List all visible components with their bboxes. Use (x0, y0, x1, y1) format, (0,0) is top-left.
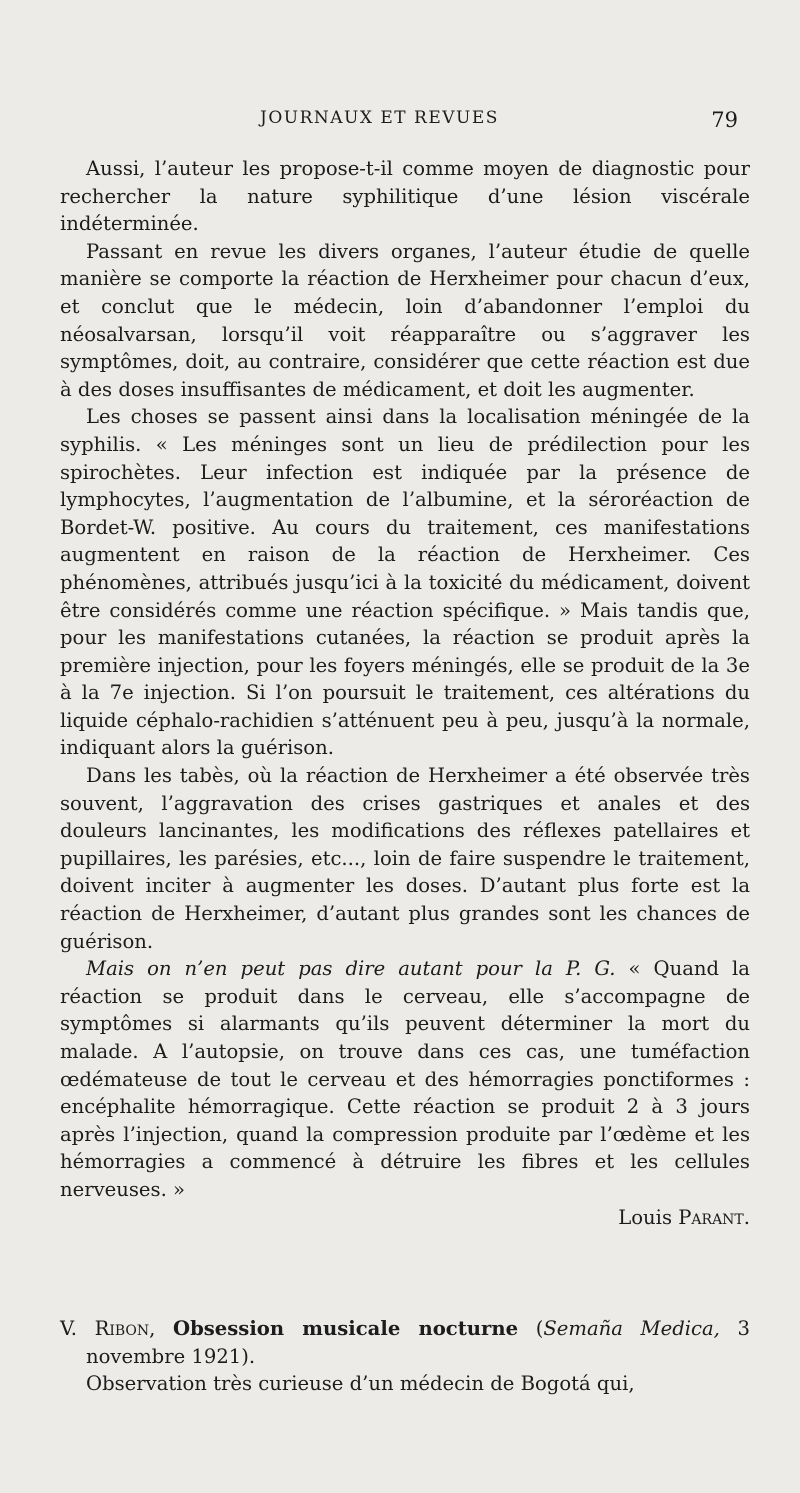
paragraph-4: Dans les tabès, où la réaction de Herxheimer a été observée très souvent, l’aggravation des crises gastriques et anales et des douleurs lancinantes, les modifications des réflexes patellaires et pupillaires, les parésies, etc..., loin de faire suspendre le traitement, doivent inciter à augmenter les doses. D’autant plus forte est la réaction de Herxheimer, d’autant plus grandes sont les chances de guérison. (60, 764, 750, 953)
review-entry (60, 1315, 750, 1398)
paragraph-3: Les choses se passent ainsi dans la localisation méningée de la syphilis. « Les méninges sont un lieu de prédilection pour les spirochètes. Leur infection est indiquée par la présence de lymphocytes, l’augmentation de l’albumine, et la séroréaction de Bordet-W. positive. Au cours du traitement, ces manifestations augmentent en raison de la réaction de Herxheimer. Ces phénomènes, attribués jusqu’ici à la toxicité du médicament, doivent être considérés comme une réaction spécifique. » Mais tandis que, pour les manifestations cutanées, la réaction se produit après la première injection, pour les foyers méningés, elle se produit de la 3e à la 7e injection. Si l’on poursuit le traitement, ces altérations du liquide céphalo-rachidien s’atténuent peu à peu, jusqu’à la normale, indiquant alors la guérison. (60, 405, 750, 760)
review-author-name: Ribon, (94, 1317, 156, 1340)
review-journal: Semaña Medica, (543, 1317, 720, 1340)
paragraph-2: Passant en revue les divers organes, l’auteur étudie de quelle manière se comporte la réaction de Herxheimer pour chacun d’eux, et conclut que le médecin, loin d’abandonner l’emploi du néosalvarsan, lorsqu’il voit réapparaître ou s’aggraver les symptômes, doit, au contraire, considérer que cette réaction est due à des doses insuffisantes de médicament, et doit les augmenter. (60, 239, 750, 401)
italic-lead: Mais on n’en peut pas dire autant pour la P. G. (86, 957, 616, 981)
review-date: 3 novembre 1921). (86, 1317, 751, 1368)
page-number: 79 (711, 108, 738, 132)
review-author-initial: V. (60, 1317, 77, 1340)
review-journal-open: ( (535, 1317, 544, 1340)
review-reference (60, 1315, 750, 1370)
page-header (60, 108, 740, 140)
paragraph-5 (60, 955, 750, 1203)
review-title: Obsession musicale nocturne (173, 1317, 519, 1340)
article-body (60, 155, 750, 1231)
running-title: JOURNAUX ET REVUES (260, 108, 499, 128)
signature (60, 1204, 750, 1232)
review-body: Observation très curieuse d’un médecin de Bogotá qui, (86, 1372, 635, 1396)
signature-last-name: Parant. (678, 1205, 750, 1229)
signature-first-name: Louis (618, 1205, 672, 1229)
paragraph-1: Aussi, l’auteur les propose-t-il comme moyen de diagnostic pour rechercher la nature syphilitique d’une lésion viscérale indéterminée. (60, 157, 750, 236)
paragraph-5-text: « Quand la réaction se produit dans le cerveau, elle s’accompagne de symptômes si alarmants qu’ils peuvent déterminer la mort du malade. A l’autopsie, on trouve dans ces cas, une tuméfaction œdémateuse de tout le cerveau et des hémorragies ponctiformes : encéphalite hémorragique. Cette réaction se produit 2 à 3 jours après l’injection, quand la compression produite par l’œdème et les hémorragies a commencé à détruire les fibres et les cellules nerveuses. » (60, 957, 750, 1201)
